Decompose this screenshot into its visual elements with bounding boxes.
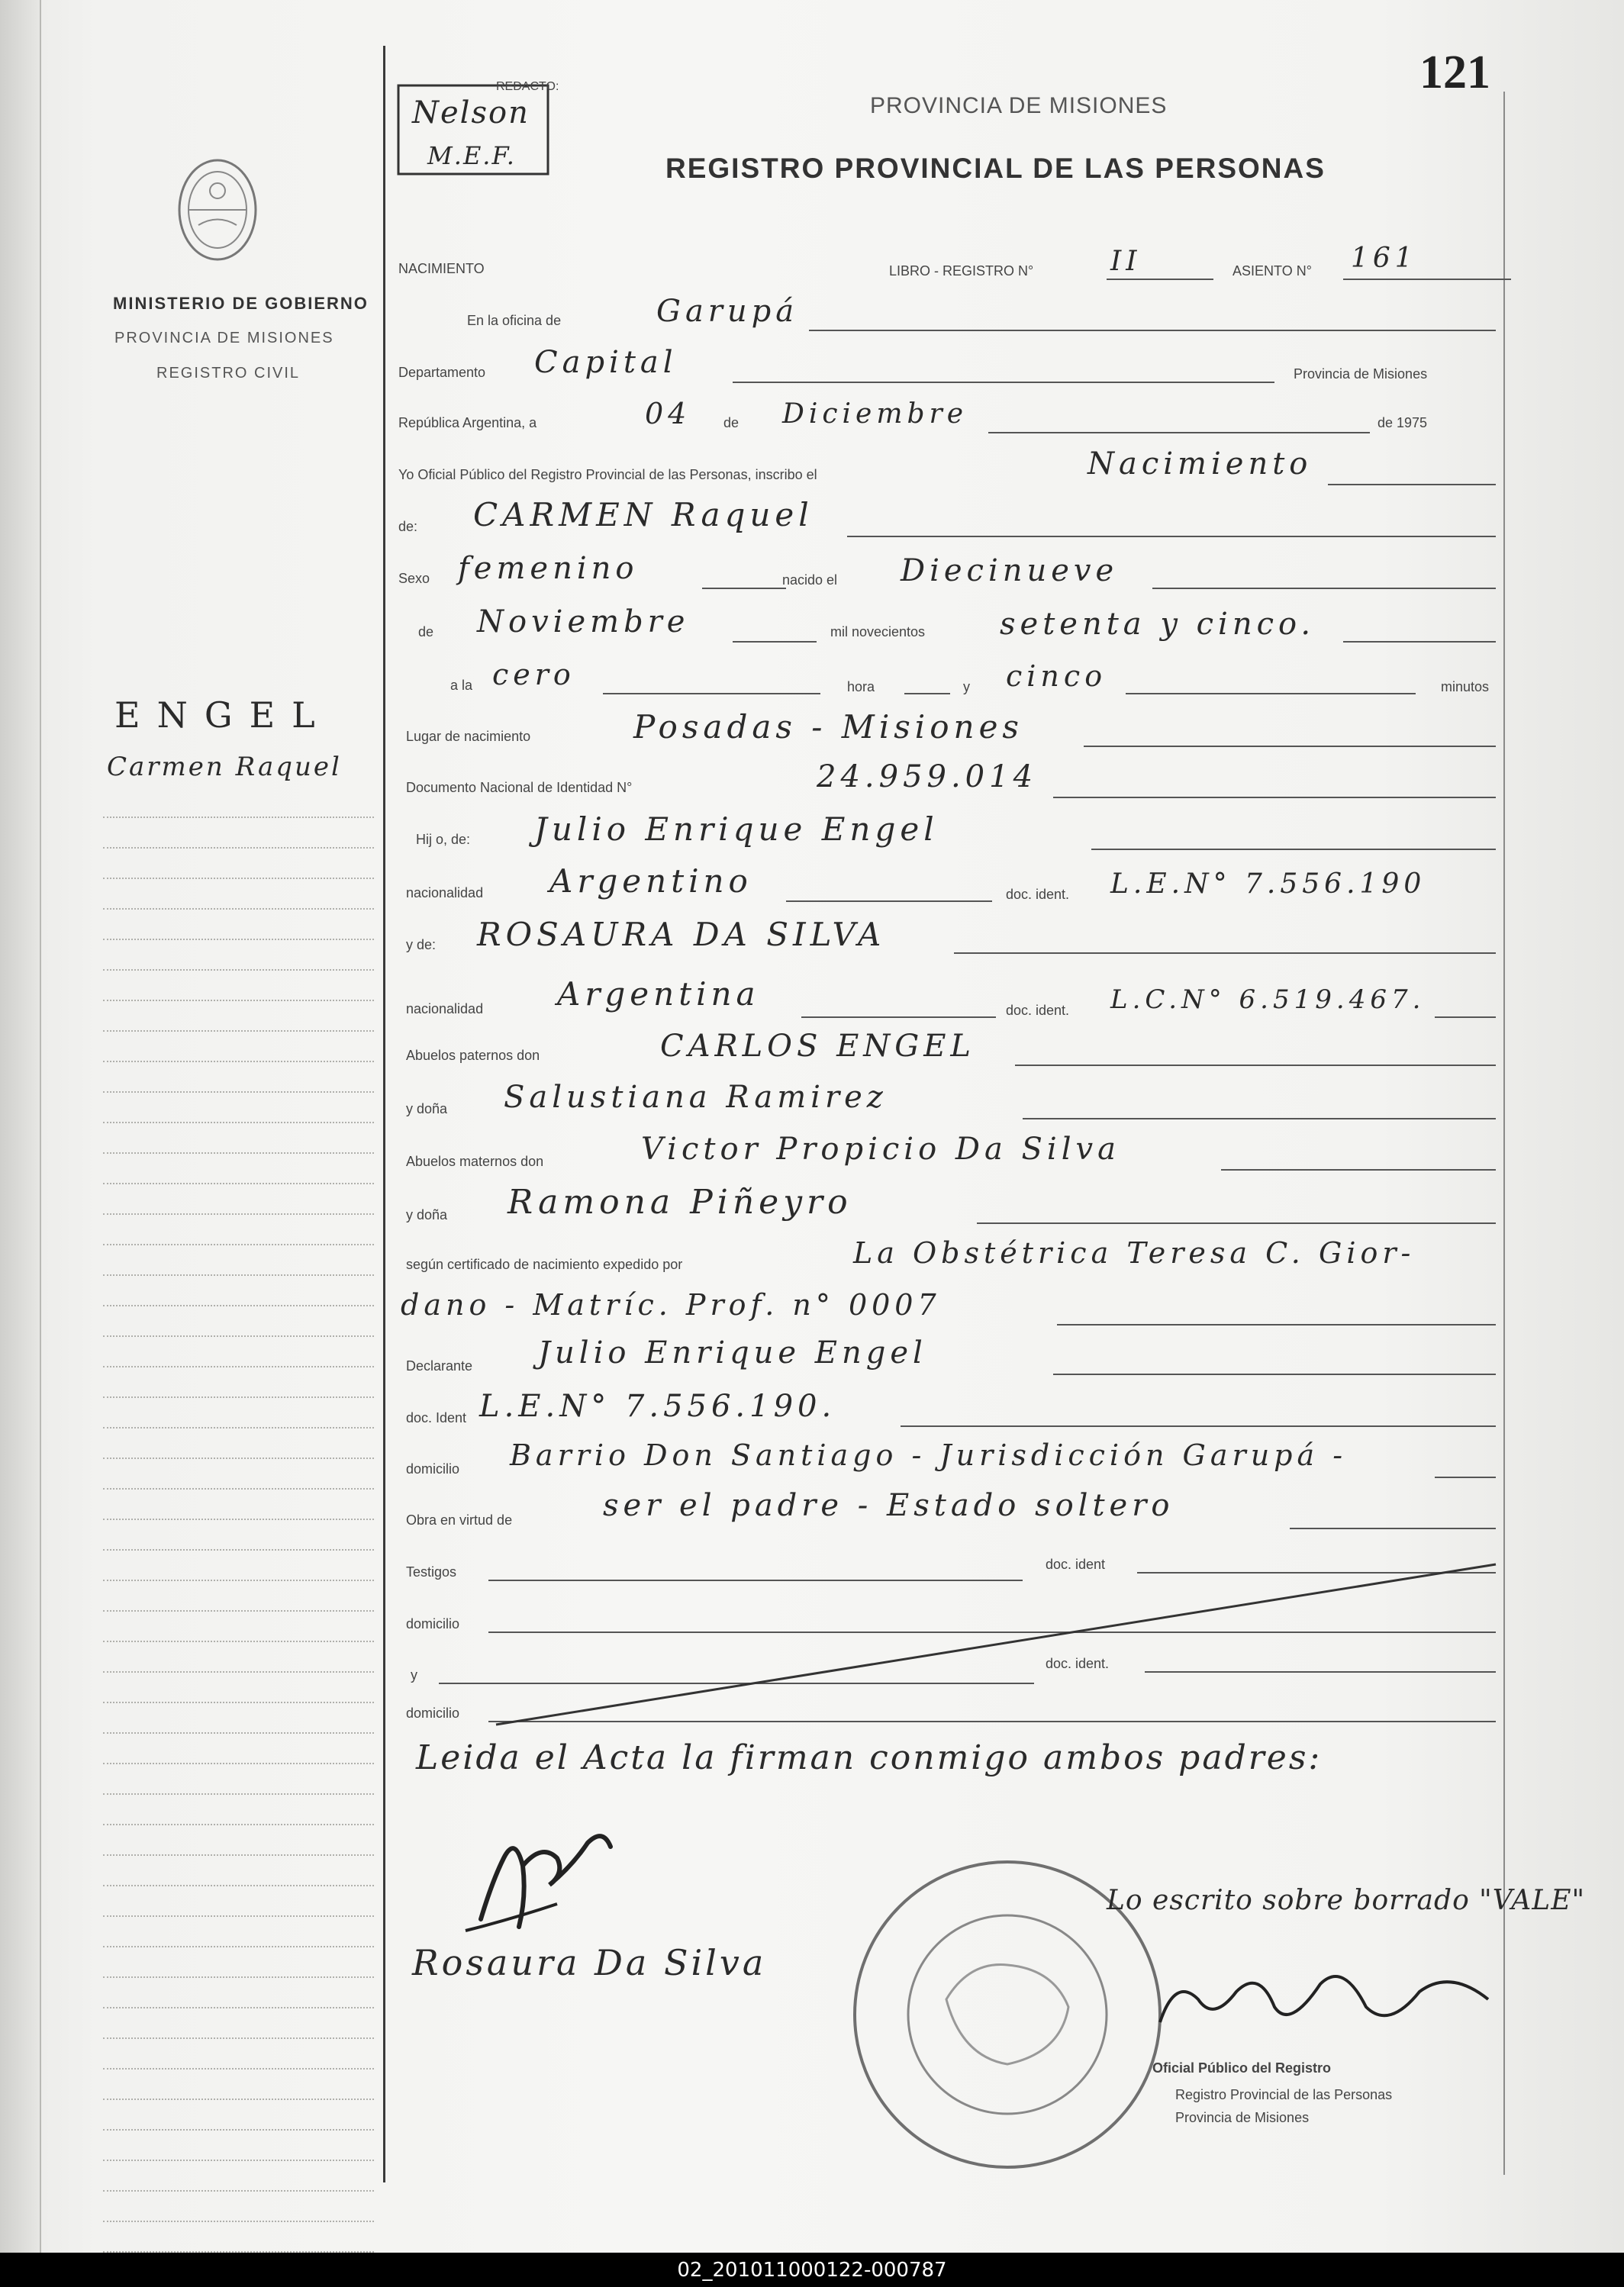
- acts-value: ser el padre - Estado soltero: [603, 1488, 1174, 1523]
- margin-ruled-line: [103, 2097, 374, 2100]
- cancellation-strike-line: [488, 1549, 1503, 1732]
- declarant-doc-label: doc. Ident: [406, 1410, 467, 1425]
- year-label: de 1975: [1378, 415, 1428, 430]
- mother-nationality-label: nacionalidad: [406, 1001, 484, 1016]
- margin-surname: ENGEL: [114, 694, 332, 736]
- margin-ruled-line: [103, 1334, 374, 1337]
- witness-label: Testigos: [406, 1564, 457, 1580]
- certificate-value-continued: dano - Matríc. Prof. n° 0007: [401, 1288, 941, 1322]
- margin-ruled-line: [103, 1242, 374, 1245]
- sex-label: Sexo: [398, 571, 430, 586]
- paternal-grandfather-line: [1015, 1065, 1496, 1066]
- department-line: [733, 382, 1274, 383]
- day-value: 04: [645, 397, 691, 430]
- born-month-value: Noviembre: [477, 604, 690, 639]
- department-value: Capital: [534, 345, 678, 380]
- margin-ruled-line: [103, 1670, 374, 1673]
- margin-ruled-line: [103, 1273, 374, 1276]
- margin-ruled-line: [103, 2158, 374, 2161]
- margin-divider: [383, 46, 385, 2182]
- statement-label: Yo Oficial Público del Registro Provincial de las Personas, inscribo el: [398, 467, 817, 482]
- book-line: [1107, 279, 1213, 280]
- margin-ruled-line: [103, 2219, 374, 2222]
- hour-value: cero: [492, 658, 575, 691]
- witness-address-label: domicilio: [406, 1616, 460, 1632]
- margin-ruled-line: [103, 968, 374, 971]
- declarant-name: Julio Enrique Engel: [538, 1335, 927, 1371]
- official-province: Provincia de Misiones: [1175, 2110, 1310, 2125]
- month-line: [988, 432, 1370, 433]
- margin-ruled-line: [103, 1883, 374, 1886]
- born-day-value: Diecinueve: [901, 553, 1119, 588]
- father-nationality-label: nacionalidad: [406, 885, 484, 900]
- minutes-line: [1126, 693, 1416, 694]
- margin-ruled-line: [103, 1212, 374, 1215]
- statement-value: Nacimiento: [1088, 446, 1313, 482]
- and-label: y: [963, 679, 970, 694]
- margin-ruled-line: [103, 937, 374, 940]
- margin-ruled-line: [103, 2189, 374, 2192]
- margin-ruled-line: [103, 1181, 374, 1184]
- department-label: Departamento: [398, 365, 486, 380]
- birthplace-line: [1084, 746, 1496, 747]
- born-month-line: [733, 641, 817, 643]
- mother-doc-label: doc. ident.: [1006, 1003, 1070, 1018]
- paternal-label: Abuelos paternos don: [406, 1048, 540, 1063]
- margin-ruled-line: [103, 1425, 374, 1429]
- margin-ruled-line: [103, 1120, 374, 1123]
- acts-line: [1290, 1528, 1496, 1529]
- seat-line: [1343, 279, 1511, 280]
- paternal-grandmother-line: [1023, 1118, 1496, 1119]
- seat-value: 161: [1351, 243, 1417, 274]
- acts-label: Obra en virtud de: [406, 1512, 513, 1528]
- certificate-label: según certificado de nacimiento expedido por: [406, 1257, 683, 1272]
- of-person-label: de:: [398, 519, 418, 534]
- mother-doc-line: [1435, 1016, 1496, 1018]
- father-doc: L.E.N° 7.556.190: [1110, 868, 1426, 900]
- binding-edge: [0, 0, 41, 2253]
- paternal-grandfather: CARLOS ENGEL: [660, 1029, 975, 1064]
- maternal-label: Abuelos maternos don: [406, 1154, 544, 1169]
- office-line: [809, 330, 1496, 331]
- closing-text: Leida el Acta la firman conmigo ambos padres:: [416, 1738, 1323, 1777]
- margin-ruled-line: [103, 815, 374, 818]
- de-label: de: [418, 624, 434, 639]
- scan-footer-id: 02_201011000122-000787: [0, 2253, 1624, 2287]
- born-year-line: [1343, 641, 1496, 643]
- sex-value: femenino: [458, 551, 639, 586]
- margin-ruled-line: [103, 1487, 374, 1490]
- maternal-grandfather: Victor Propicio Da Silva: [641, 1132, 1120, 1167]
- book-value: II: [1110, 246, 1142, 277]
- margin-ruled-line: [103, 2066, 374, 2070]
- page-number: 121: [1419, 47, 1490, 98]
- mother-nationality: Argentina: [557, 975, 760, 1013]
- margin-ruled-line: [103, 846, 374, 849]
- mother-line: [954, 952, 1496, 954]
- margin-ruled-line: [103, 1853, 374, 1856]
- address-label: domicilio: [406, 1461, 460, 1477]
- erasure-note: Lo escrito sobre borrado "VALE": [1107, 1885, 1586, 1916]
- paternal-grandmother: Salustiana Ramirez: [504, 1080, 888, 1115]
- sex-line: [702, 588, 786, 589]
- official-title: Oficial Público del Registro: [1152, 2060, 1332, 2076]
- maternal-grandfather-line: [1221, 1169, 1496, 1171]
- margin-ruled-line: [103, 1059, 374, 1062]
- book-label: LIBRO - REGISTRO N°: [889, 263, 1034, 279]
- stamp-label: REDACTO:: [496, 80, 559, 93]
- margin-ruled-line: [103, 1792, 374, 1795]
- margin-ruled-line: [103, 876, 374, 879]
- witness2-label: y: [411, 1667, 417, 1683]
- hour-label: hora: [847, 679, 875, 694]
- declarant-label: Declarante: [406, 1358, 473, 1374]
- paternal-dona-label: y doña: [406, 1101, 448, 1116]
- father-signature: [450, 1812, 633, 1934]
- margin-ruled-line: [103, 1578, 374, 1581]
- margin-ruled-line: [103, 2005, 374, 2008]
- witness2-doc-label: doc. ident.: [1046, 1656, 1110, 1671]
- address-line: [1435, 1477, 1496, 1478]
- margin-ruled-line: [103, 1303, 374, 1306]
- maternal-grandmother-line: [977, 1222, 1496, 1224]
- statement-line: [1328, 484, 1496, 485]
- mother-nationality-line: [801, 1016, 996, 1018]
- margin-ruled-line: [103, 1914, 374, 1917]
- mother-name: ROSAURA DA SILVA: [477, 916, 886, 953]
- child-label: Hij o, de:: [416, 832, 471, 847]
- month-value: Diciembre: [782, 398, 968, 430]
- margin-ruled-line: [103, 1609, 374, 1612]
- margin-ruled-line: [103, 1700, 374, 1703]
- margin-ruled-line: [103, 1944, 374, 1947]
- witness-doc-label: doc. ident: [1046, 1557, 1106, 1572]
- right-border: [1503, 92, 1505, 2175]
- maternal-dona-label: y doña: [406, 1207, 448, 1222]
- father-doc-label: doc. ident.: [1006, 887, 1070, 902]
- father-line: [1091, 849, 1496, 850]
- margin-ruled-line: [103, 1029, 374, 1032]
- dni-value: 24.959.014: [817, 759, 1038, 794]
- mother-signature: Rosaura Da Silva: [412, 1942, 767, 1983]
- margin-ruled-line: [103, 1731, 374, 1734]
- minutes-value: cinco: [1006, 659, 1107, 693]
- born-label: nacido el: [782, 572, 838, 588]
- of-label: de: [723, 415, 740, 430]
- margin-ruled-line: [103, 1975, 374, 1978]
- record-type-label: NACIMIENTO: [398, 261, 485, 276]
- registry-header: REGISTRO PROVINCIAL DE LAS PERSONAS: [665, 153, 1326, 184]
- republic-label: República Argentina, a: [398, 415, 537, 430]
- address-value: Barrio Don Santiago - Jurisdicción Garupá -: [510, 1438, 1348, 1472]
- at-label: a la: [450, 678, 473, 693]
- stamp-signature: Nelson: [412, 95, 530, 130]
- coat-of-arms-seal: [172, 153, 263, 267]
- province-suffix: Provincia de Misiones: [1294, 366, 1428, 382]
- seat-label: ASIENTO N°: [1232, 263, 1312, 279]
- margin-ruled-line: [103, 1517, 374, 1520]
- province-header: PROVINCIA DE MISIONES: [870, 93, 1168, 118]
- declarant-line: [1053, 1374, 1496, 1375]
- certificate-line: [1057, 1324, 1496, 1325]
- margin-ruled-line: [103, 2128, 374, 2131]
- margin-ruled-line: [103, 907, 374, 910]
- father-nationality-line: [786, 900, 992, 902]
- margin-ruled-line: [103, 1151, 374, 1154]
- born-year-value: setenta y cinco.: [1000, 607, 1316, 642]
- ministry-province: PROVINCIA DE MISIONES: [114, 330, 334, 346]
- certificate-value: La Obstétrica Teresa C. Gior-: [853, 1236, 1416, 1270]
- margin-ruled-lines: [103, 815, 374, 2280]
- margin-ruled-line: [103, 1761, 374, 1764]
- margin-ruled-line: [103, 1395, 374, 1398]
- witness2-address-label: domicilio: [406, 1706, 460, 1721]
- margin-ruled-line: [103, 2036, 374, 2039]
- minutes-label: minutos: [1441, 679, 1490, 694]
- official-signature: [1145, 1954, 1503, 2045]
- office-value: Garupá: [656, 294, 799, 329]
- birthplace-label: Lugar de nacimiento: [406, 729, 531, 744]
- birthplace-value: Posadas - Misiones: [633, 708, 1023, 746]
- declarant-doc-line: [901, 1425, 1496, 1427]
- hour-gap-line: [904, 693, 950, 694]
- margin-ruled-line: [103, 1456, 374, 1459]
- thousand-label: mil novecientos: [830, 624, 926, 639]
- dni-label: Documento Nacional de Identidad N°: [406, 780, 633, 795]
- born-day-line: [1152, 588, 1496, 589]
- maternal-grandmother: Ramona Piñeyro: [508, 1183, 852, 1222]
- official-registry: Registro Provincial de las Personas: [1175, 2087, 1393, 2102]
- dni-line: [1053, 797, 1496, 798]
- margin-ruled-line: [103, 1548, 374, 1551]
- margin-ruled-line: [103, 1090, 374, 1093]
- declarant-doc: L.E.N° 7.556.190.: [479, 1389, 836, 1424]
- margin-given-names: Carmen Raquel: [107, 752, 342, 782]
- margin-ruled-line: [103, 1822, 374, 1825]
- ministry-registry: REGISTRO CIVIL: [156, 365, 301, 382]
- stamp-initials: M.E.F.: [427, 141, 516, 170]
- and-of-label: y de:: [406, 937, 437, 952]
- mother-doc: L.C.N° 6.519.467.: [1110, 984, 1426, 1015]
- hour-line: [603, 693, 820, 694]
- margin-ruled-line: [103, 998, 374, 1001]
- office-label: En la oficina de: [467, 313, 562, 328]
- margin-ruled-line: [103, 1639, 374, 1642]
- ministry-title: MINISTERIO DE GOBIERNO: [113, 294, 369, 313]
- father-nationality: Argentino: [549, 862, 752, 900]
- person-line: [847, 536, 1496, 537]
- margin-ruled-line: [103, 1364, 374, 1367]
- father-name: Julio Enrique Engel: [534, 810, 939, 848]
- person-name: CARMEN Raquel: [473, 496, 814, 533]
